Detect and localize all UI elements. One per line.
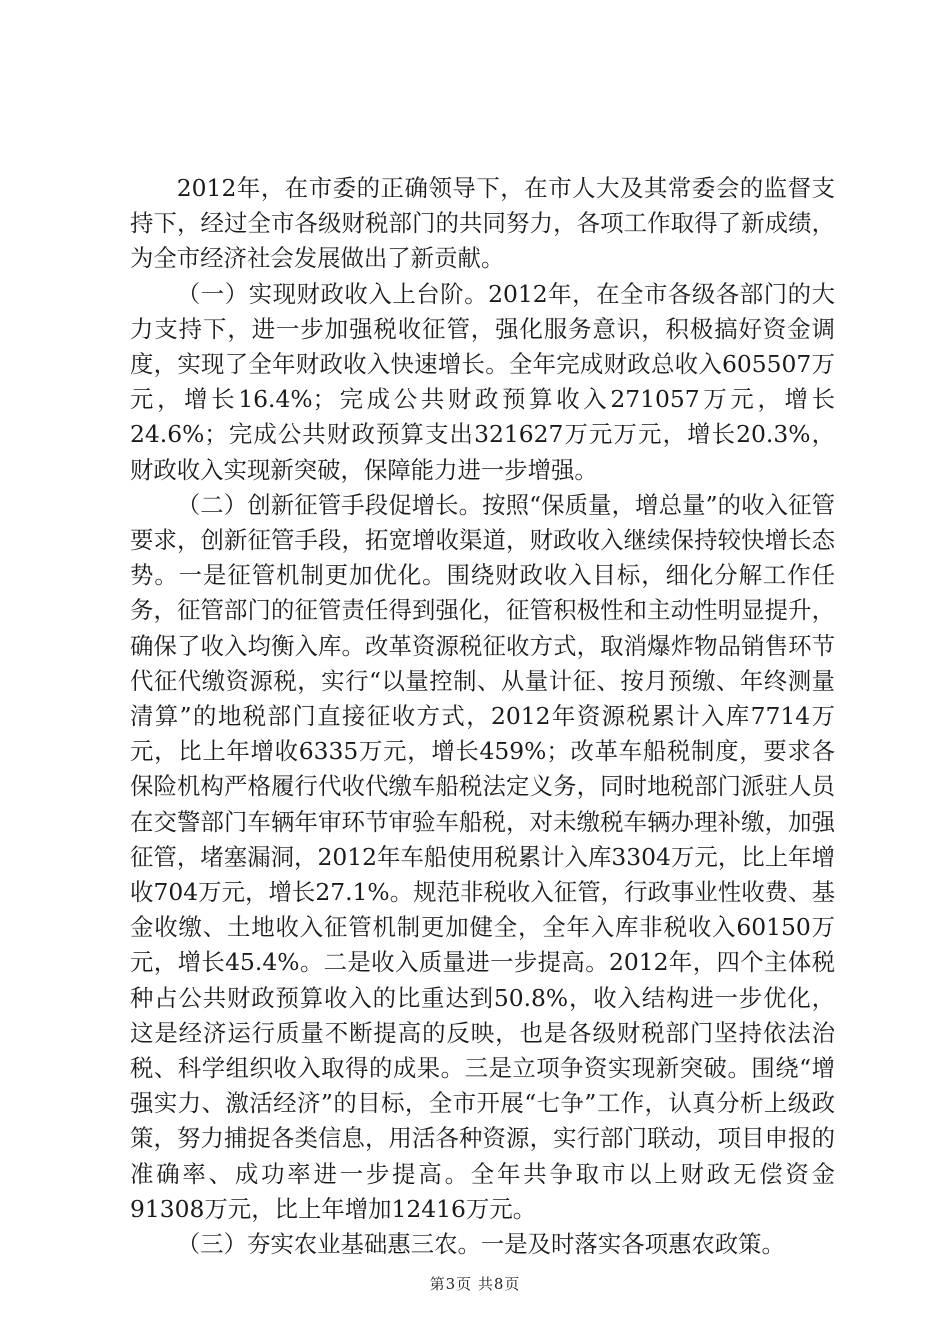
paragraph-section-2: （二）创新征管手段促增长。按照“保质量，增总量”的收入征管要求，创新征管手段，拓宽增收渠道，财政收入继续保持较快增长态势。一是征管机制更加优化。围绕财政收入目标，细化分解工作任务，征管部门的征管责任得到强化，征管积极性和主动性明显提升，确保了收入均衡入库。改革资源税征收方式，取消爆炸物品销售环节代征代缴资源税，实行“以量控制、从量计征、按月预缴、年终测量清算”的地税部门直接征收方式，2012年资源税累计入库7714万元，比上年增收6335万元，增长459%；改革车船税制度，要求各保险机构严格履行代收代缴车船税法定义务，同时地税部门派驻人员在交警部门车辆年审环节审验车船税，对未缴税车辆办理补缴，加强征管，堵塞漏洞，2012年车船使用税累计入库3304万元，比上年增收704万元，增长27.1%。规范非税收入征管，行政事业性收费、基金收缴、土地收入征管机制更加健全，全年入库非税收入60150万元，增长45.4%。二是收入质量进一步提高。2012年，四个主体税种占公共财政预算收入的比重达到50.8%，收入结构进一步优化，这是经济运行质量不断提高的反映，也是各级财税部门坚持依法治税、科学组织收入取得的成果。三是立项争资实现新突破。围绕“增强实力、激活经济”的目标，全市开展“七争”工作，认真分析上级政策，努力捕捉各类信息，用活各种资源，实行部门联动，项目申报的准确率、成功率进一步提高。全年共争取市以上财政无偿资金91308万元，比上年增加12416万元。 xyxy=(130,490,835,1223)
paragraph-section-1: （一）实现财政收入上台阶。2012年，在全市各级各部门的大力支持下，进一步加强税收征管，强化服务意识，积极搞好资金调度，实现了全年财政收入快速增长。全年完成财政总收入605507万元，增长16.4%；完成公共财政预算收入271057万元，增长24.6%；完成公共财政预算支出321627万元万元，增长20.3%，财政收入实现新突破，保障能力进一步增强。 xyxy=(130,279,835,484)
document-body xyxy=(130,171,835,1262)
page-footer: 第3页 共8页 xyxy=(429,1275,521,1293)
paragraph-intro: 2012年，在市委的正确领导下，在市人大及其常委会的监督支持下，经过全市各级财税部门的共同努力，各项工作取得了新成绩，为全市经济社会发展做出了新贡献。 xyxy=(130,174,835,273)
paragraph-section-3: （三）夯实农业基础惠三农。一是及时落实各项惠农政策。 xyxy=(176,1230,785,1259)
